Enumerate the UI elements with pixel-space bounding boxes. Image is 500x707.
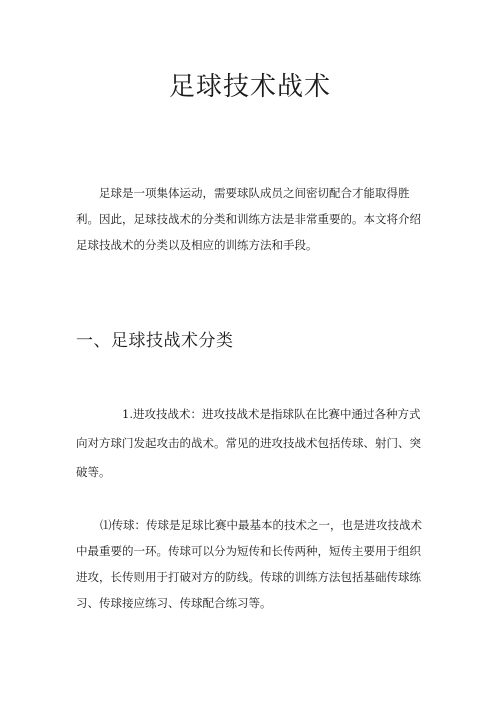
attack-tactics-paragraph: 1.进攻技战术：进攻技战术是指球队在比赛中通过各种方式向对方球门发起攻击的战术。常见的进攻技战术包括传球、射门、突破等。 (76, 407, 421, 479)
intro-paragraph: 足球是一项集体运动，需要球队成员之间密切配合才能取得胜利。因此，足球技战术的分类和训练方法是非常重要的。本文将介绍足球技战术的分类以及相应的训练方法和手段。 (76, 186, 421, 252)
passing-paragraph: ⑴传球：传球是足球比赛中最基本的技术之一，也是进攻技战术中最重要的一环。传球可以分为短传和长传两种，短传主要用于组织进攻，长传则用于打破对方的防线。传球的训练方法包括基础传球练习、传球接应练习、传球配合练习等。 (76, 518, 422, 610)
document-title: 足球技术战术 (168, 72, 331, 102)
section-heading: 一、足球技战术分类 (76, 331, 234, 351)
